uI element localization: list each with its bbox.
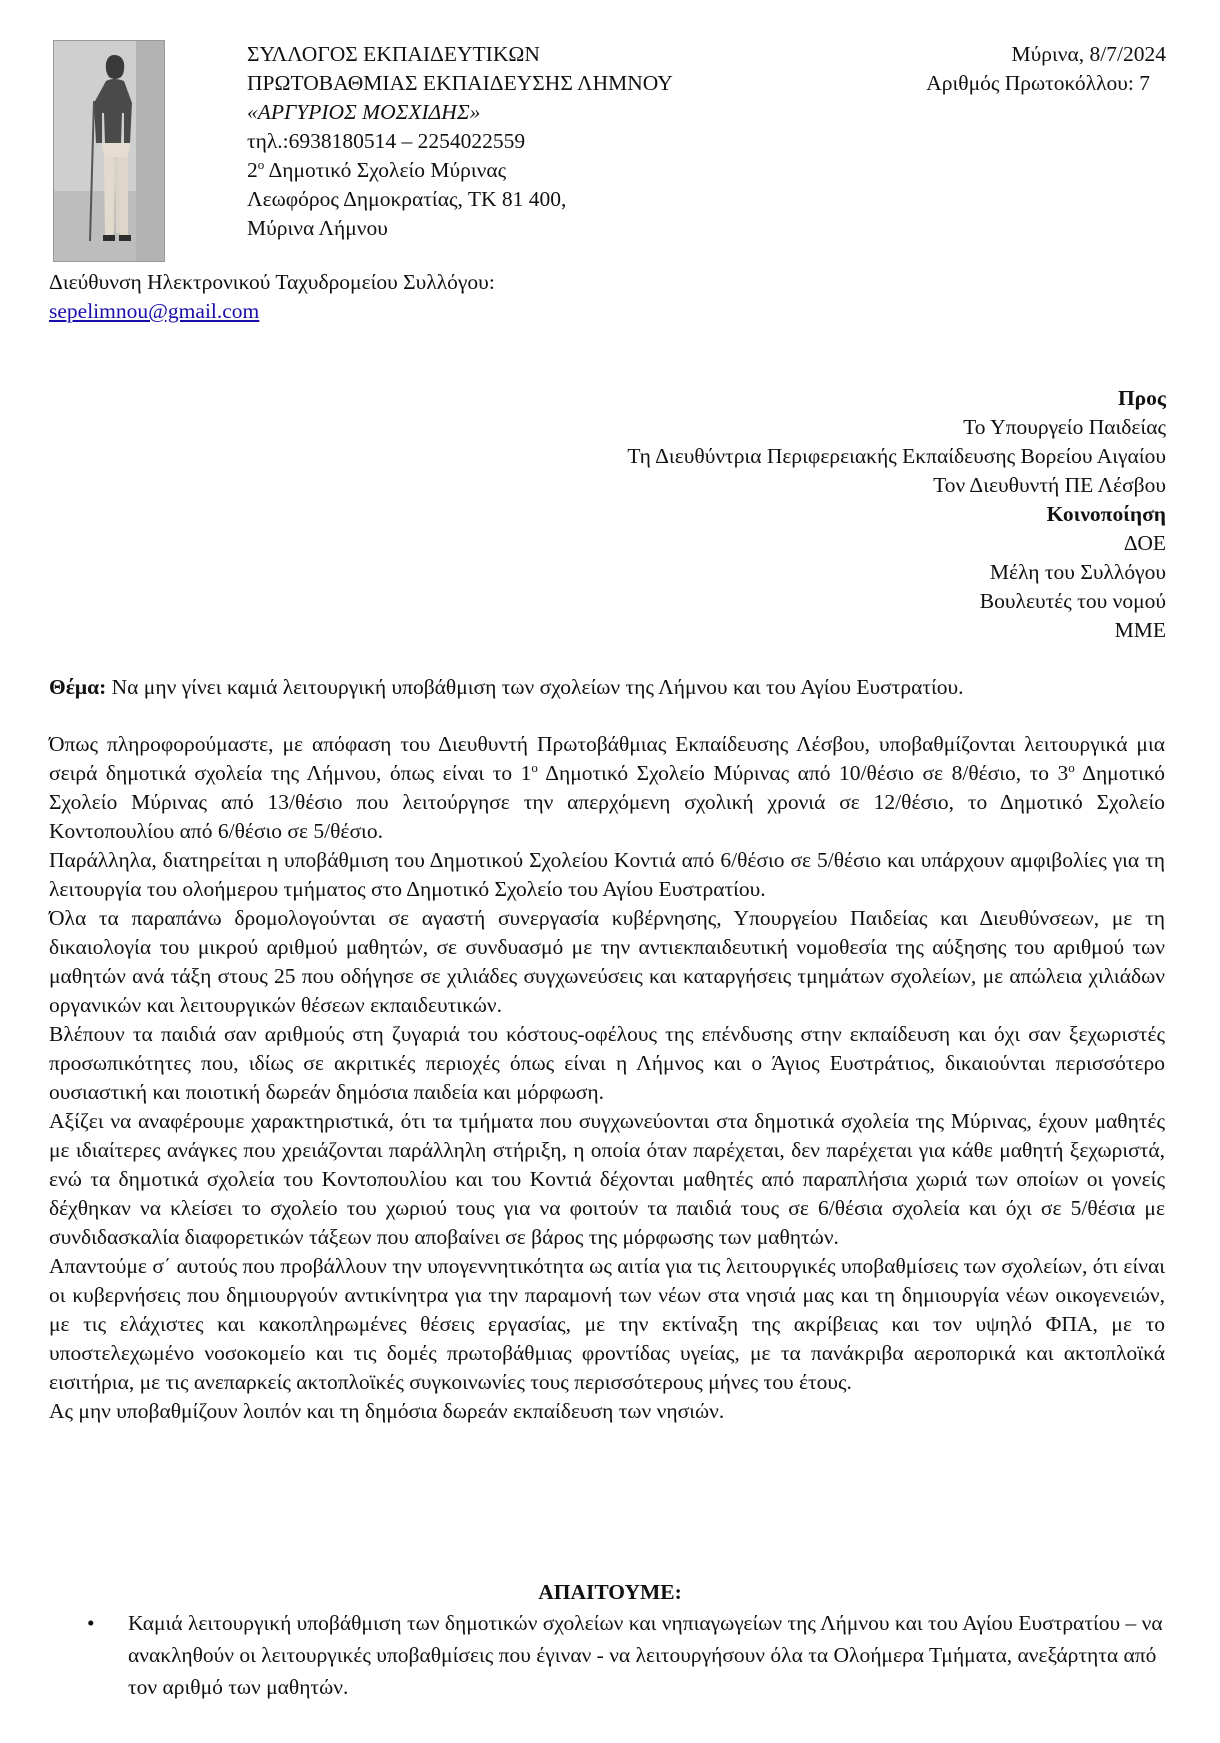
- body-paragraph-3: Όλα τα παραπάνω δρομολογούνται σε αγαστή συνεργασία κυβέρνησης, Υπουργείου Παιδείας και Διευθύνσεων, με τη δικαιολογία του μικρού αριθμού μαθητών, σε συνδυασμό με την αντιεκπαιδευτική νομοθεσία της αύξησης του αριθμού των μαθητών ανά τάξη στους 25 που οδήγησε σε χιλιάδες συγχωνεύσεις και καταργήσεις τμημάτων σχολείων, με απώλεια χιλιάδων οργανικών και λειτουργικών θέσεων εκπαιδευτικών.: [49, 906, 1165, 1017]
- recipients-to-label: Προς: [1117, 386, 1166, 410]
- sender-header: [247, 40, 673, 243]
- ordinal-suffix-2: ο: [1068, 759, 1075, 775]
- cc-members: Μέλη του Συλλόγου: [989, 560, 1166, 584]
- association-portrait-photo: [53, 40, 165, 262]
- recipients-cc-label: Κοινοποίηση: [1046, 502, 1166, 526]
- recipient-regional-director: Τη Διευθύντρια Περιφερειακής Εκπαίδευσης Βορείου Αιγαίου: [627, 444, 1166, 468]
- association-name-line-2: ΠΡΩΤΟΒΑΘΜΙΑΣ ΕΚΠΑΙΔΕΥΣΗΣ ΛΗΜΝΟΥ: [247, 71, 673, 95]
- association-city: Μύρινα Λήμνου: [247, 216, 388, 240]
- email-link[interactable]: sepelimnou@gmail.com: [49, 299, 260, 323]
- body-paragraph-4: Βλέπουν τα παιδιά σαν αριθμούς στη ζυγαριά του κόστους-οφέλους της επένδυσης στην εκπαίδευση και όχι σαν ξεχωριστές προσωπικότητες που, ιδίως σε ακριτικές περιοχές όπως είναι η Λήμνος και ο Άγιος Ευστράτιος, δικαιούνται περισσότερο ουσιαστική και ποιοτική δωρεάν δημόσια παιδεία και μόρφωση.: [49, 1022, 1165, 1104]
- association-address: Λεωφόρος Δημοκρατίας, ΤΚ 81 400,: [247, 187, 567, 211]
- demand-item-text: Καμιά λειτουργική υποβάθμιση των δημοτικών σχολείων και νηπιαγωγείων της Λήμνου και του Αγίου Ευστρατίου – να ανακληθούν οι λειτουργικές υποβαθμίσεις που έγιναν - να λειτουργήσουν όλα τα Ολοήμερα Τμήματα, ανεξάρτητα από τον αριθμό των μαθητών.: [128, 1611, 1163, 1699]
- letter-body: [49, 730, 1165, 1426]
- bullet-icon: •: [87, 1611, 95, 1635]
- association-honorary-name: «ΑΡΓΥΡΙΟΣ ΜΟΣΧΙΔΗΣ»: [247, 100, 481, 124]
- body-paragraph-1-part-a: Όπως πληροφορούμαστε, με απόφαση του Διευθυντή Πρωτοβάθμιας Εκπαίδευσης Λέσβου, υποβαθμίζονται λειτουργικά μια σειρά δημοτικά σχολεία της Λήμνου, όπως είναι το 1: [49, 732, 1165, 785]
- school-ordinal-suffix: ο: [257, 156, 265, 172]
- portrait-figure-image: [54, 41, 164, 261]
- body-paragraph-7: Ας μην υποβαθμίζουν λοιπόν και τη δημόσια δωρεάν εκπαίδευση των νησιών.: [49, 1399, 725, 1423]
- body-paragraph-1: [49, 730, 1165, 846]
- association-phone: τηλ.:6938180514 – 2254022559: [247, 129, 526, 153]
- date-protocol-block: [926, 40, 1166, 98]
- association-name-line-1: ΣΥΛΛΟΓΟΣ ΕΚΠΑΙΔΕΥΤΙΚΩΝ: [247, 42, 540, 66]
- demands-heading: ΑΠΑΙΤΟΥΜΕ:: [538, 1580, 682, 1604]
- body-paragraph-1-part-b: Δημοτικό Σχολείο Μύρινας από 10/θέσιο σε 8/θέσιο, το 3: [537, 761, 1069, 785]
- letter-date: Μύρινα, 8/7/2024: [1011, 42, 1166, 66]
- cc-media: ΜΜΕ: [1114, 618, 1166, 642]
- recipient-pe-director: Τον Διευθυντή ΠΕ Λέσβου: [933, 473, 1166, 497]
- recipients-block: [627, 384, 1166, 645]
- cc-doe: ΔΟΕ: [1123, 531, 1166, 555]
- recipient-ministry: Το Υπουργείο Παιδείας: [963, 415, 1166, 439]
- school-name: Δημοτικό Σχολείο Μύρινας: [264, 158, 507, 182]
- body-paragraph-2: Παράλληλα, διατηρείται η υποβάθμιση του Δημοτικού Σχολείου Κοντιά από 6/θέσιο σε 5/θέσιο και υπάρχουν αμφιβολίες για τη λειτουργία του ολοήμερου τμήματος στο Δημοτικό Σχολείο του Αγίου Ευστρατίου.: [49, 848, 1165, 901]
- email-label: Διεύθυνση Ηλεκτρονικού Ταχυδρομείου Συλλόγου:: [49, 270, 495, 294]
- body-paragraph-6: Απαντούμε σ΄ αυτούς που προβάλλουν την υπογεννητικότητα ως αιτία για τις λειτουργικές υποβαθμίσεις των σχολείων, ότι είναι οι κυβερνήσεις που δημιουργούν αντικίνητρα για την παραμονή των νέων στα νησιά μας και τη δημιουργία νέων οικογενειών, με τις ελάχιστες και κακοπληρωμένες θέσεις εργασίας, με την εκτίναξη της ακρίβειας και τον υψηλό ΦΠΑ, με το υποστελεχωμένο νοσοκομείο και τις δομές πρωτοβάθμιας φροντίδας υγείας, με τα πανάκριβα αεροπορικά και ακτοπλοϊκά εισιτήρια, με τις ανεπαρκείς ακτοπλοϊκές συγκοινωνίες τους περισσότερους μήνες του έτους.: [49, 1254, 1165, 1394]
- association-school: [247, 156, 673, 185]
- subject-label: Θέμα:: [49, 675, 107, 699]
- demands-list: [49, 1607, 1165, 1703]
- body-paragraph-5: Αξίζει να αναφέρουμε χαρακτηριστικά, ότι τα τμήματα που συγχωνεύονται στα δημοτικά σχολεία της Μύρινας, έχουν μαθητές με ιδιαίτερες ανάγκες που χρειάζονται παράλληλη στήριξη, η οποία όταν παρέχεται, δεν παρέχεται για κάθε μαθητή ξεχωριστά, ενώ τα δημοτικά σχολεία του Κοντοπουλίου και του Κοντιά δέχονται μαθητές από παραπλήσια χωριά των οποίων οι γονείς δέχθηκαν να κλείσει το σχολείο του χωριού τους για να φοιτούν τα παιδιά τους σε 6/θέσια σχολεία και όχι σε 5/θέσια με συνδιδασκαλία διαφορετικών τάξεων που αποβαίνει σε βάρος της μόρφωσης των μαθητών.: [49, 1109, 1165, 1249]
- demand-item: [49, 1607, 1165, 1703]
- ordinal-suffix-1: ο: [531, 759, 538, 775]
- protocol-number: Αριθμός Πρωτοκόλλου: 7: [926, 71, 1150, 95]
- school-number: 2: [247, 158, 258, 182]
- cc-mps: Βουλευτές του νομού: [979, 589, 1166, 613]
- body-paragraph-1-part-c: Δημοτικό Σχολείο Μύρινας από 13/θέσιο που λειτούργησε την απερχόμενη σχολική χρονιά σε 12/θέσιο, το Δημοτικό Σχολείο Κοντοπουλίου από 6/θέσιο σε 5/θέσιο.: [49, 761, 1165, 843]
- subject-line: [49, 673, 964, 702]
- subject-text: Να μην γίνει καμιά λειτουργική υποβάθμιση των σχολείων της Λήμνου και του Αγίου Ευστρατίου.: [106, 675, 964, 699]
